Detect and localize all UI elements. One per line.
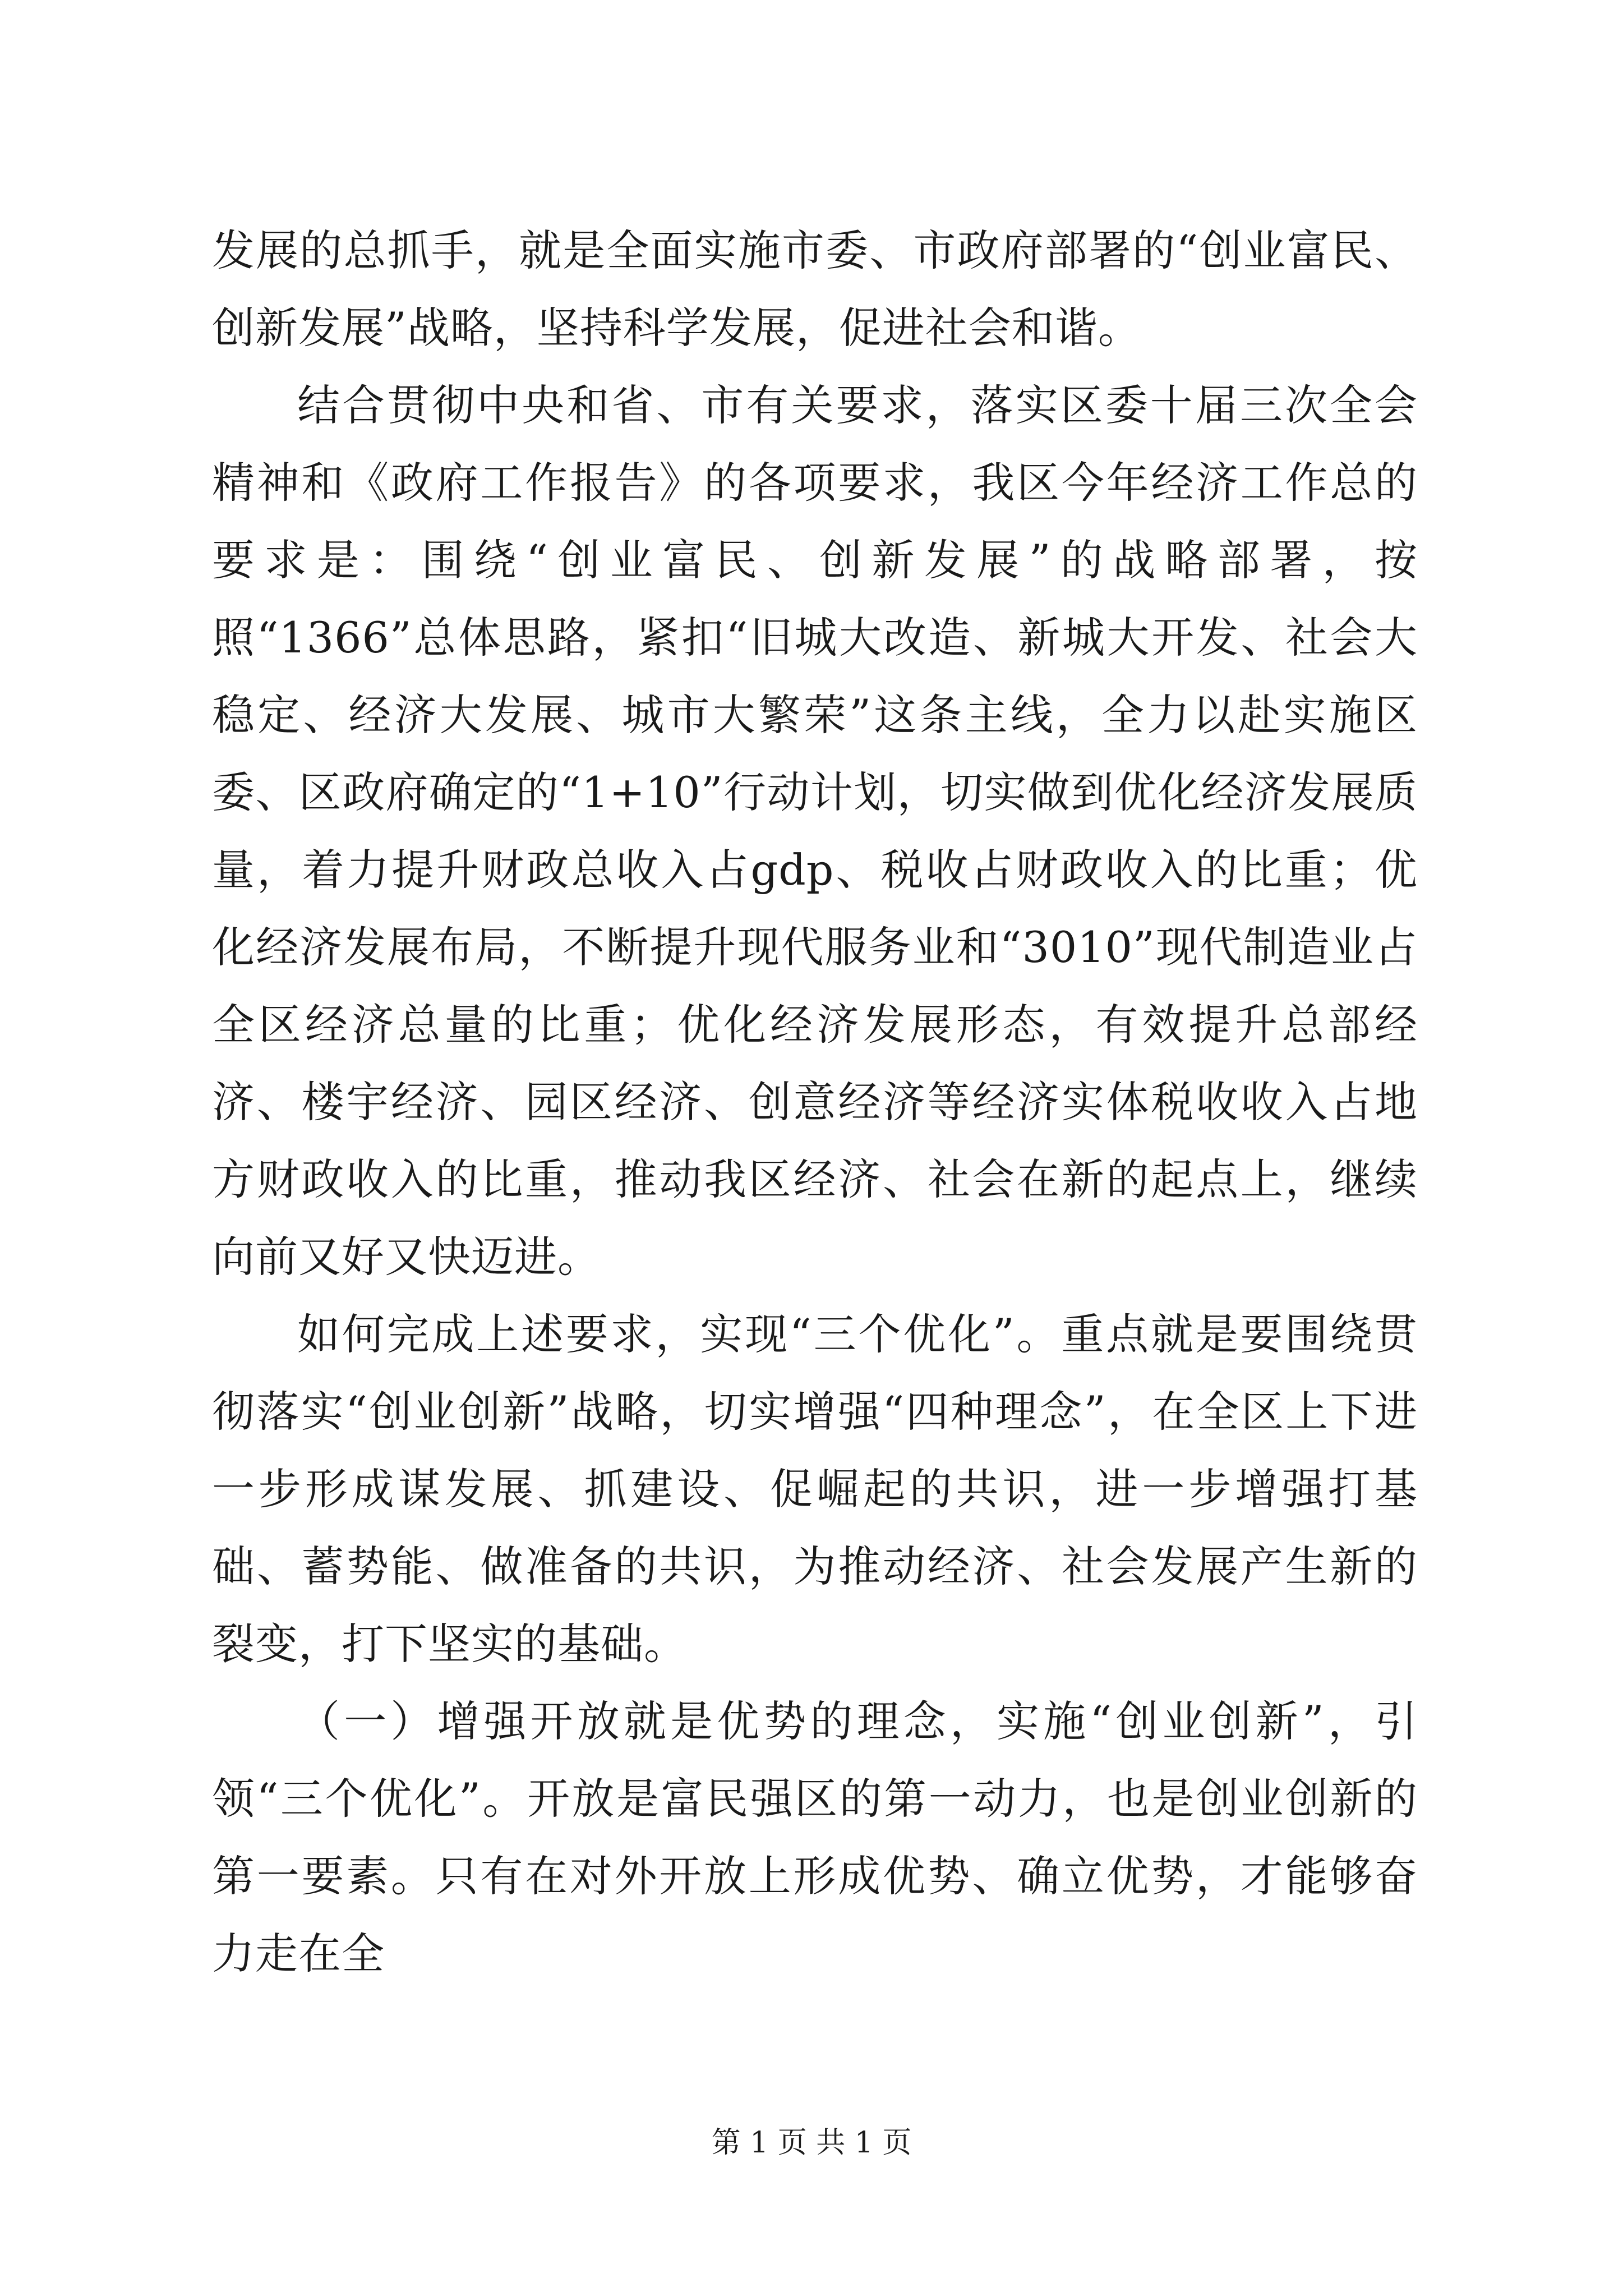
paragraph-continuation: 发展的总抓手，就是全面实施市委、市政府部署的“创业富民、创新发展”战略，坚持科学发展，促进社会和谐。 <box>212 226 1418 353</box>
page-footer: 第 1 页 共 1 页 <box>711 2126 912 2160</box>
paragraph-three-optimizations: 如何完成上述要求，实现“三个优化”。重点就是要围绕贯彻落实“创业创新”战略，切实增强“四种理念”，在全区上下进一步形成谋发展、抓建设、促崛起的共识，进一步增强打基础、蓄势能、做准备的共识，为推动经济、社会发展产生新的裂变，打下坚实的基础。 <box>212 1309 1418 1669</box>
paragraph-requirements: 结合贯彻中央和省、市有关要求，落实区委十届三次全会精神和《政府工作报告》的各项要求，我区今年经济工作总的要求是：围绕“创业富民、创新发展”的战略部署，按照“1366”总体思路，紧扣“旧城大改造、新城大开发、社会大稳定、经济大发展、城市大繁荣”这条主线，全力以赴实施区委、区政府确定的“1+10”行动计划，切实做到优化经济发展质量，着力提升财政总收入占gdp、税收占财政收入的比重；优化经济发展布局，不断提升现代服务业和“3010”现代制造业占全区经济总量的比重；优化经济发展形态，有效提升总部经济、楼宇经济、园区经济、创意经济等经济实体税收收入占地方财政收入的比重，推动我区经济、社会在新的起点上，继续向前又好又快迈进。 <box>212 380 1418 1282</box>
paragraph-section-one: （一）增强开放就是优势的理念，实施“创业创新”，引领“三个优化”。开放是富民强区的第一动力，也是创业创新的第一要素。只有在对外开放上形成优势、确立优势，才能够奋力走在全 <box>212 1696 1418 1978</box>
document-body <box>212 212 1418 1993</box>
